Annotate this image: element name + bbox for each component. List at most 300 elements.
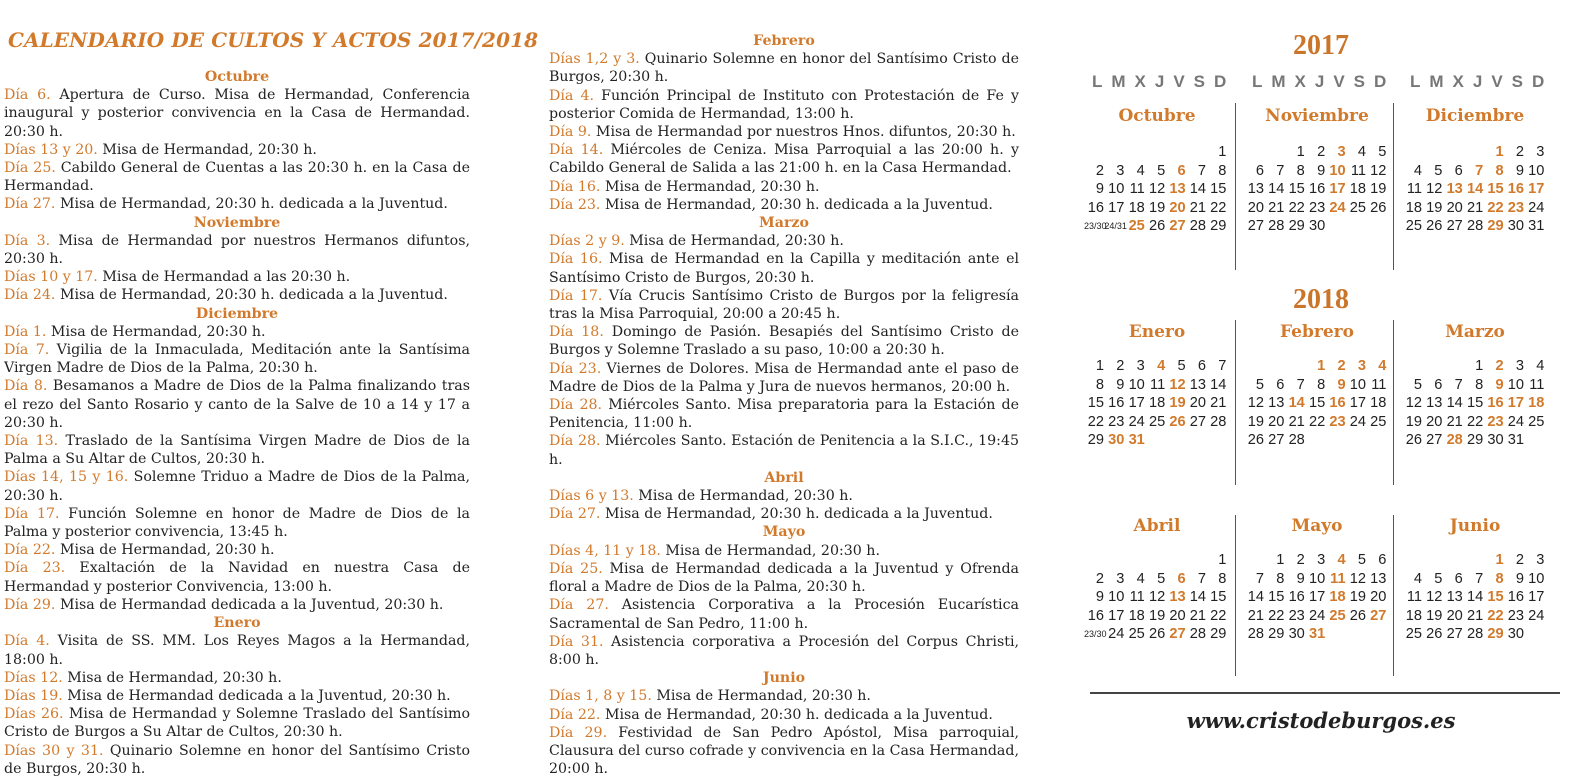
calendar-day: 6 [1434,376,1443,393]
calendar-day: 17 [1308,589,1326,606]
event-date: Día 4. [4,633,50,650]
month-section [549,523,1019,669]
event-date: Día 28. [549,433,601,450]
month-section [4,68,470,214]
event-entry [549,724,1019,778]
event-date: Día 25. [549,560,603,577]
calendar-day: 8 [1095,376,1104,393]
event-entry [549,232,1019,250]
calendar-day: 11 [1406,589,1422,606]
event-date: Día 18. [549,324,604,341]
calendar-day: 21 [1189,607,1206,624]
event-entry [549,487,1019,505]
calendar-day: 24 [1108,626,1125,643]
event-entry [549,323,1019,359]
calendar-day: 20 [1189,395,1206,412]
event-text: Quinario Solemne en honor del Santísimo Cristo de Burgos, 20:30 h. [549,51,1019,86]
event-entry [549,687,1019,705]
calendar-day: 25 [1349,199,1366,216]
calendar-day: 15 [1288,181,1305,198]
calendar-day: 13 [1169,181,1186,198]
calendar-day: 24 [1128,413,1145,430]
event-date: Días 10 y 17. [4,269,98,286]
calendar-day: 6 [1177,570,1186,587]
calendar-day: 22 [1288,199,1305,216]
event-date: Día 29. [549,724,608,741]
event-text: Misa de Hermandad, 20:30 h. [624,233,844,250]
calendar-day: 27 [1247,218,1264,235]
event-entry [4,323,470,341]
calendar-day: 10 [1349,376,1366,393]
event-text: Festividad de San Pedro Apóstol, Misa parroquial, Clausura del curso cofrade y convivencia en la Casa Hermandad, 20:00 h. [549,724,1019,778]
calendar-day: 11 [1406,181,1422,198]
month-section [549,214,1019,469]
calendar-day: 11 [1129,181,1145,198]
calendar-day: 1 [1317,358,1326,374]
event-date: Día 23. [4,560,66,577]
calendar-day: 13 [1189,376,1206,393]
calendar-day: 15 [1466,395,1484,412]
calendar-day: 8 [1317,376,1326,393]
calendar-day: 27 [1446,218,1463,235]
event-text: Misa de Hermandad en la Capilla y meditación ante el Santísimo Cristo de Burgos, 20:30 h. [549,251,1019,286]
calendar-day: 14 [1247,589,1264,606]
calendar-day: 25 [1148,413,1166,430]
event-date: Días 13 y 20. [4,141,98,158]
calendar-day: 27 [1370,607,1387,624]
month-section [4,305,470,614]
event-date: Día 27. [4,196,56,213]
event-text: Asistencia corporativa a Procesión del Corpus Christi, 8:00 h. [549,633,1019,668]
calendar-day: 3 [1515,358,1524,374]
event-date: Día 22. [549,706,601,723]
event-date: Día 9. [549,124,592,141]
calendar-day: 1 [1218,552,1227,568]
calendar-day: 15 [1487,181,1504,198]
event-text: Visita de SS. MM. Los Reyes Magos a la Hermandad, 18:00 h. [4,633,470,668]
calendar-day: 9 [1296,570,1305,587]
calendar-day: 31 [1507,432,1524,449]
calendar-day: 2 [1116,358,1125,374]
calendar-day: 21 [1466,607,1484,624]
event-text: Miércoles Santo. Misa preparatoria para la Estación de Penitencia, 11:00 h. [549,397,1019,432]
calendar-day: 2 [1495,358,1504,374]
calendar-day: 12 [1349,570,1366,587]
calendar-day: 2 [1515,552,1524,568]
calendar-day: 17 [1108,199,1125,216]
event-date: Días 30 y 31. [4,742,104,759]
calendar-day: 4 [1157,358,1166,374]
event-entry [549,396,1019,432]
year-heading: 2017 [1293,30,1349,61]
calendar-day: 24 [1528,199,1545,216]
calendar-day: 6 [1255,162,1264,179]
website-url: www.cristodeburgos.es [1186,708,1456,733]
event-date: Días 14, 15 y 16. [4,469,129,486]
calendar-day: 19 [1169,395,1186,412]
calendar-day: 17 [1349,395,1366,412]
event-date: Día 8. [4,378,48,395]
event-text: Asistencia Corporativa a la Procesión Eucarística Sacramental de San Pedro, 11:00 h. [549,597,1019,632]
calendar-day: 22 [1268,607,1285,624]
calendar-day: 4 [1536,358,1545,374]
calendar-day: 17 [1528,589,1545,606]
event-date: Día 22. [4,542,56,559]
calendar-day: 14 [1189,181,1206,198]
column-divider [1393,515,1394,676]
event-text: Misa de Hermandad por nuestros Hnos. difuntos, 20:30 h. [591,124,1016,141]
calendar-day: 6 [1454,162,1463,179]
calendar-day: 12 [1169,376,1186,393]
column-divider [1235,320,1236,485]
event-entry [549,178,1019,196]
calendar-panel [1082,0,1560,768]
event-text: Traslado de la Santísima Virgen Madre de Dios de la Palma a Su Altar de Cultos, 20:30 h. [4,433,470,468]
calendar-day: 5 [1357,552,1366,568]
calendar-day: 21 [1446,413,1463,430]
calendar-day: 20 [1169,199,1186,216]
weekday-header: LMXJVSD [1092,72,1236,91]
calendar-day: 30 [1108,432,1125,449]
calendar-day: 21 [1268,199,1285,216]
calendar-day: 14 [1446,395,1463,412]
event-date: Días 19. [4,687,63,704]
calendar-day: 29 [1288,218,1305,235]
event-text: Misa de Hermandad, 20:30 h. [97,141,317,158]
event-entry [549,560,1019,596]
event-text: Misa de Hermandad, 20:30 h. [46,323,266,340]
calendar-day: 31 [1128,432,1145,449]
calendar-day: 15 [1210,589,1227,606]
calendar-day: 19 [1370,181,1387,198]
calendar-day: 17 [1507,395,1524,412]
event-text: Miércoles de Ceniza. Misa Parroquial a las 20:00 h. y Cabildo General de Salida a las 21:00 h. en la Casa Hermandad. [549,142,1019,177]
event-entry [4,742,470,778]
calendar-day: 31 [1308,626,1326,643]
calendar-day: 30 [1507,218,1524,235]
calendar-day: 7 [1197,162,1206,179]
event-text: Quinario Solemne en honor del Santísimo Cristo de Burgos, 20:30 h. [4,742,470,777]
calendar-day: 26 [1148,626,1166,643]
calendar-day: 16 [1507,589,1524,606]
event-date: Día 25. [4,160,56,177]
calendar-day: 1 [1296,144,1305,160]
event-text: Misa de Hermandad dedicada a la Juventud, 20:30 h. [55,596,444,613]
calendar-day: 11 [1129,589,1145,606]
event-entry [549,432,1019,468]
calendar-day: 11 [1529,376,1545,393]
month-section [4,614,470,778]
calendar-day: 10 [1507,376,1524,393]
event-text: Misa de Hermandad, 20:30 h. dedicada a la Juventud. [600,506,993,523]
event-text: Misa de Hermandad, 20:30 h. [55,542,275,559]
calendar-day: 23 [1487,413,1504,430]
event-text: Domingo de Pasión. Besapiés del Santísimo Cristo de Burgos y Solemne Traslado a su paso, 10:00 a 20:30 h. [549,324,1019,359]
calendar-day: 24 [1308,607,1326,624]
event-entry [549,250,1019,286]
event-entry [549,542,1019,560]
event-entry [4,341,470,377]
event-text: Solemne Triduo a Madre de Dios de la Palma, 20:30 h. [4,469,470,504]
calendar-day: 16 [1087,199,1104,216]
month-name: Enero [1128,322,1186,342]
month-heading: Marzo [759,215,809,232]
month-name: Noviembre [1265,106,1369,126]
calendar-day: 13 [1169,589,1186,606]
calendar-day: 10 [1308,570,1326,587]
event-entry [549,633,1019,669]
month-heading: Abril [764,469,804,486]
calendar-day: 26 [1349,607,1366,624]
calendar-day: 18 [1405,199,1422,216]
event-entry [549,141,1019,177]
month-heading: Enero [213,615,261,632]
calendar-day: 25 [1405,218,1422,235]
calendar-day: 19 [1349,589,1366,606]
calendar-day: 7 [1475,570,1484,587]
event-date: Día 1. [4,323,47,340]
calendar-day: 18 [1128,607,1145,624]
event-entry [4,669,470,687]
event-date: Días 1,2 y 3. [549,51,640,68]
calendar-day: 21 [1189,199,1206,216]
calendar-day: 15 [1268,589,1285,606]
calendar-day: 25 [1528,413,1545,430]
weekday-header: LMXJVSD [1410,72,1554,91]
weekday-header: LMXJVSD [1252,72,1396,91]
calendar-day: 22 [1466,413,1484,430]
calendar-day: 6 [1454,570,1463,587]
calendar-day: 10 [1128,376,1145,393]
event-entry [549,360,1019,396]
calendar-day: 29 [1210,218,1227,235]
calendar-day: 16 [1108,395,1125,412]
calendar-day: 26 [1426,626,1443,643]
calendar-day: 8 [1475,376,1484,393]
year-heading: 2018 [1293,284,1349,315]
event-date: Día 28. [549,397,603,414]
calendar-day: 2 [1296,552,1305,568]
events-column-2 [549,32,1019,778]
calendar-day: 22 [1210,199,1227,216]
calendar-day: 12 [1426,181,1443,198]
calendar-day: 30 [1288,626,1305,643]
event-text: Misa de Hermandad a las 20:30 h. [97,269,351,286]
calendar-day: 13 [1370,570,1387,587]
calendar-day: 26 [1370,199,1387,216]
calendar-day: 19 [1426,199,1443,216]
calendar-day: 20 [1169,607,1186,624]
calendar-day: 12 [1148,589,1166,606]
calendar-day: 27 [1169,626,1186,643]
calendar-day: 24/31 [1104,221,1127,232]
calendar-day: 2 [1095,162,1104,179]
month-name: Marzo [1445,322,1505,342]
calendar-day: 4 [1413,162,1422,179]
month-heading: Mayo [762,524,806,541]
calendar-day: 12 [1426,589,1443,606]
month-section [549,669,1019,778]
event-date: Días 2 y 9. [549,233,625,250]
calendar-day: 22 [1087,413,1104,430]
calendar-day: 5 [1255,376,1264,393]
calendar-day: 28 [1268,218,1285,235]
month-name: Abril [1133,516,1181,536]
event-text: Misa de Hermandad, 20:30 h. dedicada a la Juventud. [600,706,993,723]
calendar-day: 23 [1507,199,1524,216]
calendar-day: 16 [1329,395,1346,412]
calendar-day: 26 [1426,218,1443,235]
calendar-day: 27 [1189,413,1206,430]
calendar-day: 16 [1507,181,1524,198]
event-entry [549,87,1019,123]
calendar-day: 28 [1210,413,1227,430]
calendar-day: 3 [1116,570,1125,587]
event-entry [549,596,1019,632]
column-divider [1235,103,1236,270]
calendar-day: 21 [1288,413,1305,430]
calendar-day: 6 [1197,358,1206,374]
calendar-day: 28 [1247,626,1264,643]
event-entry [4,632,470,668]
calendar-day: 13 [1268,395,1285,412]
calendar-day: 26 [1247,432,1264,449]
event-date: Día 3. [4,232,51,249]
event-entry [549,287,1019,323]
calendar-day: 4 [1378,358,1387,374]
calendar-day: 10 [1108,589,1125,606]
column-divider [1235,515,1236,676]
calendar-day: 25 [1128,218,1145,235]
event-date: Día 14. [549,142,604,159]
calendar-day: 24 [1507,413,1524,430]
event-date: Días 6 y 13. [549,488,634,505]
calendar-day: 27 [1169,218,1186,235]
calendar-day: 5 [1434,570,1443,587]
event-entry [549,505,1019,523]
calendar-day: 18 [1329,589,1346,606]
calendar-day: 16 [1308,181,1326,198]
calendar-day: 18 [1528,395,1545,412]
calendar-day: 28 [1446,432,1463,449]
event-entry [4,268,470,286]
calendar-day: 28 [1466,626,1484,643]
event-date: Día 29. [4,596,56,613]
calendar-day: 7 [1276,162,1285,179]
calendar-day: 21 [1247,607,1264,624]
calendar-day: 2 [1337,358,1346,374]
calendar-day: 9 [1317,162,1326,179]
calendar-day: 10 [1528,570,1545,587]
calendar-day: 30 [1487,432,1504,449]
calendar-day: 13 [1247,181,1264,198]
calendar-day: 11 [1371,376,1387,393]
calendar-day: 13 [1426,395,1443,412]
calendar-day: 3 [1136,358,1145,374]
calendar-day: 26 [1169,413,1186,430]
calendar-day: 23 [1507,607,1524,624]
calendar-day: 16 [1087,607,1104,624]
divider [1090,692,1560,694]
calendar-day: 29 [1210,626,1227,643]
calendar-day: 2 [1515,144,1524,160]
month-section [549,469,1019,524]
event-text: Función Solemne en honor de Madre de Dios de la Palma y posterior convivencia, 13:45 h. [4,505,470,541]
calendar-day: 17 [1329,181,1346,198]
calendar-day: 25 [1370,413,1387,430]
calendar-day: 29 [1487,626,1504,643]
calendar-day: 14 [1189,589,1206,606]
calendar-day: 25 [1329,607,1346,624]
calendar-day: 19 [1148,199,1166,216]
calendar-day: 10 [1108,181,1125,198]
calendar-day: 20 [1426,413,1443,430]
event-text: Misa de Hermandad por nuestros Hermanos difuntos, 20:30 h. [4,232,470,268]
calendar-day: 23 [1288,607,1305,624]
calendar-day: 5 [1177,358,1186,374]
calendar-day: 27 [1446,626,1463,643]
month-section [4,214,470,305]
calendar-day: 5 [1157,162,1166,179]
calendar-day: 15 [1087,395,1104,412]
event-date: Día 17. [4,505,60,522]
calendar-day: 26 [1148,218,1166,235]
calendar-day: 23/30 [1084,629,1107,640]
event-entry [549,123,1019,141]
calendar-day: 20 [1247,199,1264,216]
calendar-day: 16 [1288,589,1305,606]
event-text: Misa de Hermandad, 20:30 h. dedicada a la Juventud. [55,287,448,304]
calendar-day: 18 [1405,607,1422,624]
calendar-day: 3 [1116,162,1125,179]
column-divider [1393,103,1394,270]
calendar-day: 19 [1247,413,1264,430]
calendar-day: 9 [1515,162,1524,179]
calendar-day: 3 [1317,552,1326,568]
calendar-day: 28 [1466,218,1484,235]
month-name: Octubre [1118,106,1196,126]
calendar-day: 23/30 [1084,221,1107,232]
calendar-day: 17 [1128,395,1145,412]
calendar-day: 24 [1349,413,1366,430]
calendar-day: 22 [1487,199,1504,216]
calendar-day: 11 [1350,162,1366,179]
event-entry [4,541,470,559]
month-heading: Junio [762,670,806,687]
calendar-day: 22 [1210,607,1227,624]
calendar-day: 1 [1475,358,1484,374]
event-text: Exaltación de la Navidad en nuestra Casa de Hermandad y posterior Convivencia, 13:00 h. [4,560,471,595]
calendar-day: 6 [1177,162,1186,179]
calendar-day: 29 [1087,432,1104,449]
event-date: Día 23. [549,196,601,213]
calendar-day: 2 [1317,144,1326,160]
calendar-day: 21 [1466,199,1484,216]
calendar-day: 7 [1255,570,1264,587]
calendar-day: 1 [1495,144,1504,160]
calendar-day: 4 [1337,552,1346,568]
calendar-day: 1 [1218,144,1227,160]
calendar-day: 7 [1218,358,1227,374]
event-text: Misa de Hermandad y Solemne Traslado del Santísimo Cristo de Burgos a Su Altar de Cultos, 20:30 h. [4,706,470,741]
event-text: Misa de Hermandad, 20:30 h. [600,178,820,195]
event-date: Día 24. [4,287,56,304]
calendar-day: 24 [1329,199,1346,216]
calendar-day: 24 [1528,607,1545,624]
calendar-day: 25 [1405,626,1422,643]
event-date: Día 17. [549,287,603,304]
calendar-day: 7 [1454,376,1463,393]
